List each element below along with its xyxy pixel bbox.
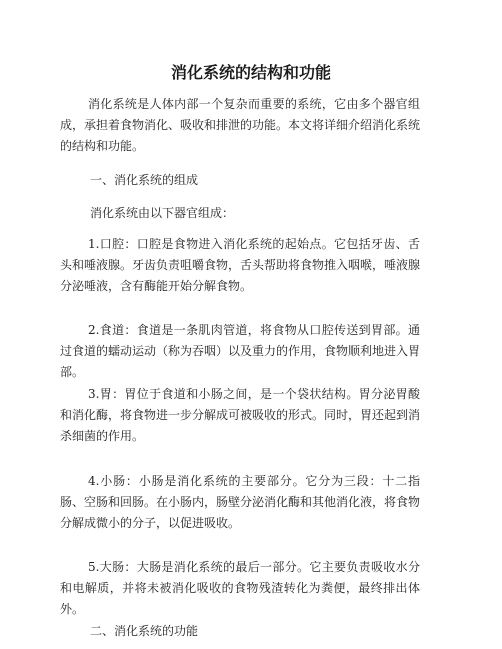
section-2-heading: 二、消化系统的功能 [90,624,199,638]
organ-paragraph-stomach: 3.胃：胃位于食道和小肠之间，是一个袋状结构。胃分泌胃酸和消化酶，将食物进一步分解成可被吸收的形式。同时，胃还起到消杀细菌的作用。 [60,387,421,443]
document-title: 消化系统的结构和功能 [170,63,331,82]
organ-paragraph-large-intestine: 5.大肠：大肠是消化系统的最后一部分。它主要负责吸收水分和电解质，并将未被消化吸收的食物残渣转化为粪便，最终排出体外。 [60,560,420,616]
organ-paragraph-mouth: 1.口腔：口腔是食物进入消化系统的起始点。它包括牙齿、舌头和唾液腺。牙齿负责咀嚼食物，舌头帮助将食物推入咽喉，唾液腺分泌唾液，含有酶能开始分解食物。 [60,237,421,293]
organ-paragraph-small-intestine: 4.小肠：小肠是消化系统的主要部分。它分为三段：十二指肠、空肠和回肠。在小肠内，肠壁分泌消化酶和其他消化液，将食物分解成微小的分子，以促进吸收。 [60,474,421,530]
organ-paragraph-esophagus: 2.食道：食道是一条肌肉管道，将食物从口腔传送到胃部。通过食道的蠕动运动（称为吞咽）以及重力的作用，食物顺利地进入胃部。 [60,323,421,379]
section-1-lead: 消化系统由以下器官组成： [90,206,235,220]
intro-paragraph: 消化系统是人体内部一个复杂而重要的系统，它由多个器官组成，承担着食物消化、吸收和排泄的功能。本文将详细介绍消化系统的结构和功能。 [60,97,421,153]
section-1-heading: 一、消化系统的组成 [90,173,199,187]
